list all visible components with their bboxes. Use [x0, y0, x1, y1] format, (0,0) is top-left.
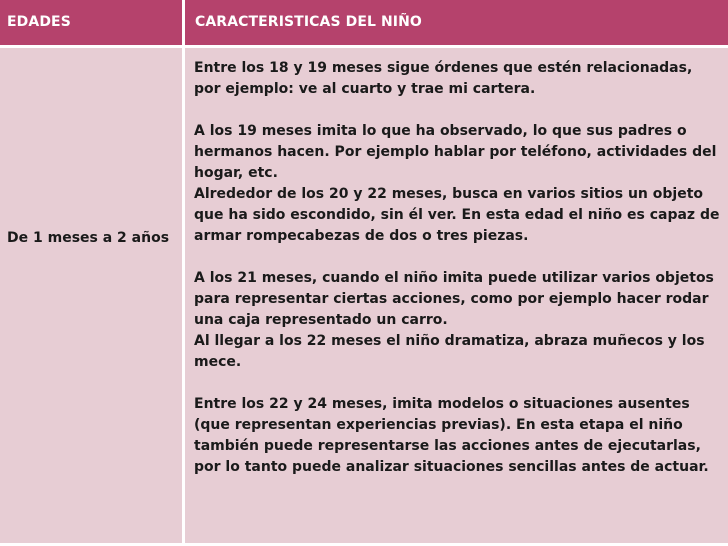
header-edades: EDADES	[7, 14, 71, 30]
age-label: De 1 meses a 2 años	[7, 230, 170, 246]
paragraph-22-months: Al llegar a los 22 meses el niño dramatiza, abraza muñecos y los mece.	[194, 333, 705, 370]
column-divider	[182, 0, 185, 543]
paragraph-21-months: A los 21 meses, cuando el niño imita puede utilizar varios objetos para representar ciertas acciones, como por ejemplo hacer rodar una caja representado un carro.	[194, 270, 714, 328]
age-cell	[0, 48, 182, 543]
paragraph-gap	[194, 247, 720, 268]
paragraph-gap	[194, 373, 720, 394]
header-caracteristicas: CARACTERISTICAS DEL NIÑO	[195, 14, 422, 30]
table-row	[0, 48, 728, 543]
paragraph-18-19-months: Entre los 18 y 19 meses sigue órdenes que estén relacionadas, por ejemplo: ve al cuarto y trae mi cartera.	[194, 60, 693, 97]
paragraph-19-months: A los 19 meses imita lo que ha observado, lo que sus padres o hermanos hacen. Por ejemplo hablar por teléfono, actividades del hogar, etc.	[194, 123, 717, 181]
characteristics-cell	[185, 48, 728, 543]
paragraph-22-24-months: Entre los 22 y 24 meses, imita modelos o situaciones ausentes (que representan experiencias previas). En esta etapa el niño también puede representarse las acciones antes de ejecutarlas, por lo tanto puede analizar situaciones sencillas antes de actuar.	[194, 396, 709, 475]
table-header-row	[0, 0, 728, 48]
paragraph-20-22-months: Alrededor de los 20 y 22 meses, busca en varios sitios un objeto que ha sido escondido, sin él ver. En esta edad el niño es capaz de armar rompecabezas de dos o tres piezas.	[194, 186, 720, 244]
paragraph-gap	[194, 100, 720, 121]
